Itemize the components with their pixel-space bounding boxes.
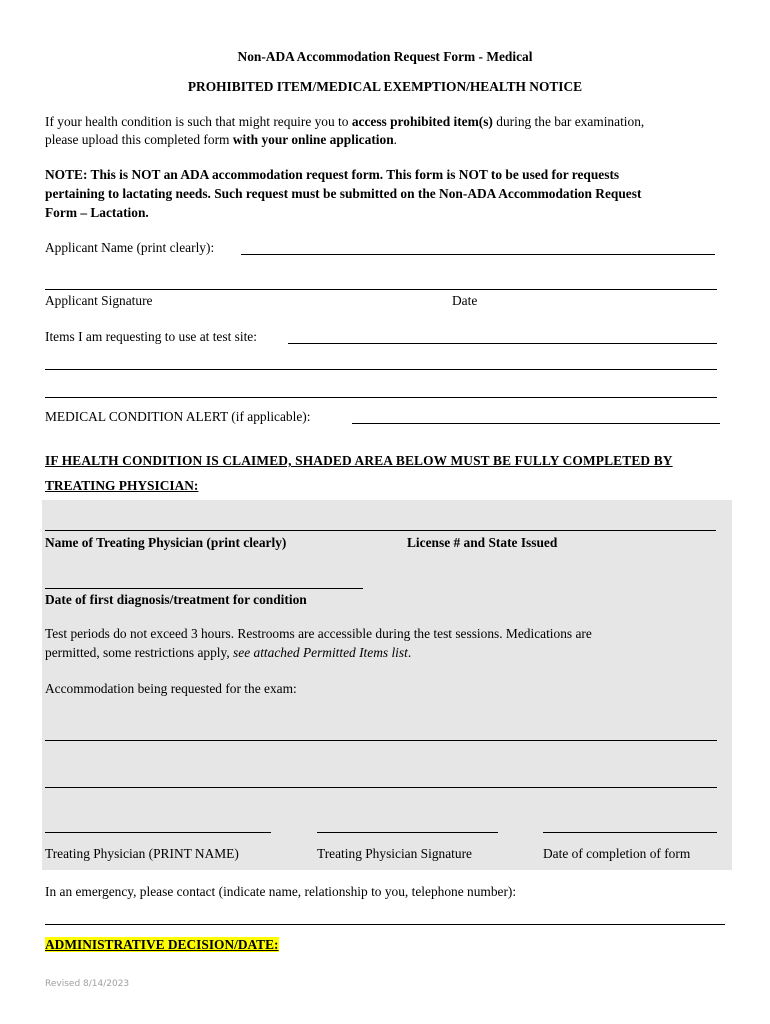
physician-print-name-label: Treating Physician (PRINT NAME) [45,846,239,861]
emergency-label: In an emergency, please contact (indicate name, relationship to you, telephone number): [45,884,517,899]
applicant-signature-label: Applicant Signature [45,293,153,308]
physician-heading-line-2: TREATING PHYSICIAN: [45,478,199,493]
form-subtitle: PROHIBITED ITEM/MEDICAL EXEMPTION/HEALTH NOTICE [187,79,583,94]
completion-date-label: Date of completion of form [543,846,691,861]
items-field-3[interactable] [45,397,717,398]
admin-decision-label: ADMINISTRATIVE DECISION/DATE: [45,937,279,952]
test-info-line-1: Test periods do not exceed 3 hours. Restrooms are accessible during the test sessions. Medications are [45,626,592,641]
medical-alert-field[interactable] [352,423,720,424]
form-title: Non-ADA Accommodation Request Form - Medical [237,49,533,64]
completion-date-field[interactable] [543,832,717,833]
note-line-1: NOTE: This is NOT an ADA accommodation request form. This form is NOT to be used for requests [45,167,620,182]
medical-alert-label: MEDICAL CONDITION ALERT (if applicable): [45,409,311,424]
physician-signature-field[interactable] [317,832,498,833]
physician-heading-line-1: IF HEALTH CONDITION IS CLAIMED, SHADED AREA BELOW MUST BE FULLY COMPLETED BY [45,453,673,468]
applicant-name-label: Applicant Name (print clearly): [45,240,215,255]
applicant-name-field[interactable] [241,254,715,255]
applicant-signature-field[interactable] [45,289,717,290]
accommodation-label: Accommodation being requested for the exam: [45,681,297,696]
physician-print-name-field[interactable] [45,832,271,833]
accommodation-field-2[interactable] [45,787,717,788]
intro-line-1: If your health condition is such that might require you to access prohibited item(s) during the bar examination, [45,114,645,129]
note-line-2: pertaining to lactating needs. Such request must be submitted on the Non-ADA Accommodation Request [45,186,642,201]
physician-name-field[interactable] [45,530,716,531]
intro-line-2: please upload this completed form with your online application. [45,132,398,147]
license-label: License # and State Issued [407,535,558,550]
note-line-3: Form – Lactation. [45,205,149,220]
diagnosis-date-field[interactable] [45,588,363,589]
emergency-field[interactable] [45,924,725,925]
revised-date: Revised 8/14/2023 [45,979,130,989]
physician-name-label: Name of Treating Physician (print clearly) [45,535,287,550]
items-field-2[interactable] [45,369,717,370]
physician-signature-label: Treating Physician Signature [317,846,472,861]
diagnosis-date-label: Date of first diagnosis/treatment for condition [45,592,307,607]
accommodation-field-1[interactable] [45,740,717,741]
date-label: Date [452,293,478,308]
items-label: Items I am requesting to use at test site: [45,329,257,344]
items-field-1[interactable] [288,343,717,344]
test-info-line-2: permitted, some restrictions apply, see attached Permitted Items list. [45,645,412,660]
